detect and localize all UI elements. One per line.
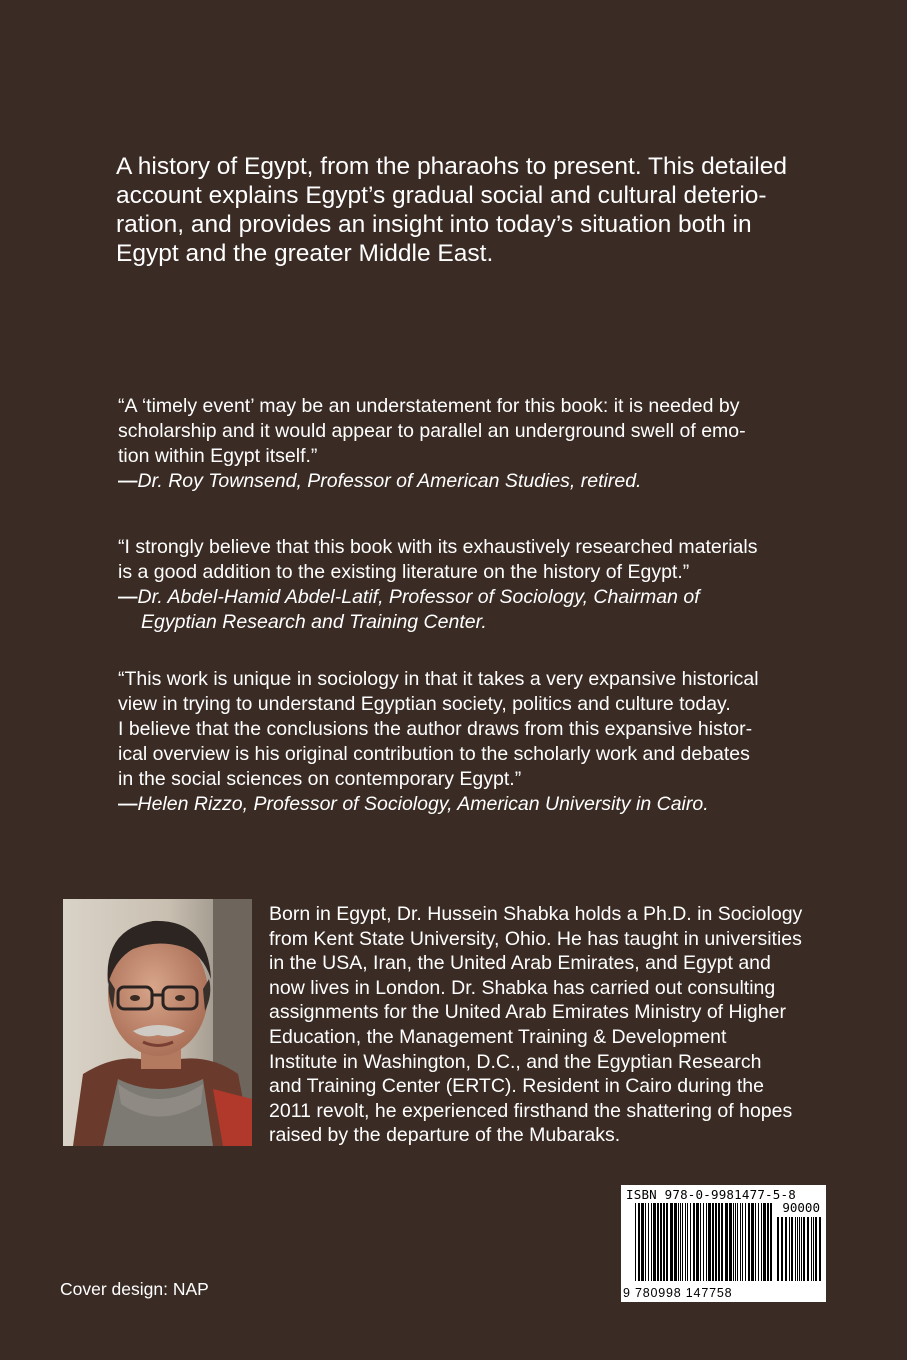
barcode-bar	[635, 1203, 636, 1281]
barcode-bar	[696, 1203, 699, 1281]
description-line: account explains Egypt’s gradual social and cultural deterio-	[116, 182, 767, 209]
barcode-bar	[712, 1203, 714, 1281]
quote-line: tion within Egypt itself.”	[118, 445, 318, 467]
addon-bar	[781, 1217, 783, 1281]
barcode-bar	[742, 1203, 743, 1281]
addon-bar	[777, 1217, 779, 1281]
review-quote-rizzo	[118, 667, 798, 817]
barcode-bar	[767, 1203, 769, 1281]
bio-line: from Kent State University, Ohio. He has taught in universities	[269, 927, 802, 950]
quote-line: scholarship and it would appear to parallel an underground swell of emo-	[118, 420, 746, 442]
bio-line: 2011 revolt, he experienced firsthand the shattering of hopes	[269, 1099, 793, 1122]
barcode-bar	[690, 1203, 691, 1281]
barcode-bar	[740, 1203, 741, 1281]
quote-attribution: —Helen Rizzo, Professor of Sociology, American University in Cairo.	[118, 793, 709, 815]
barcode-bar	[761, 1203, 762, 1281]
barcode-bar	[708, 1203, 711, 1281]
addon-bar	[801, 1217, 802, 1281]
author-bio	[269, 902, 869, 1148]
barcode-bar	[729, 1203, 732, 1281]
quote-line: “I strongly believe that this book with its exhaustively researched materials	[118, 536, 758, 558]
description-line: A history of Egypt, from the pharaohs to present. This detailed	[116, 153, 787, 180]
addon-bar	[795, 1217, 796, 1281]
barcode-bar	[663, 1203, 665, 1281]
addon-bar	[807, 1217, 809, 1281]
description-line: Egypt and the greater Middle East.	[116, 240, 494, 267]
barcode-bar	[718, 1203, 720, 1281]
barcode-bar	[680, 1203, 681, 1281]
barcode-bar	[715, 1203, 717, 1281]
barcode-bar	[770, 1203, 772, 1281]
review-quote-abdel-latif	[118, 535, 798, 635]
barcode-bar	[674, 1203, 677, 1281]
addon-bar	[813, 1217, 814, 1281]
barcode-bar	[725, 1203, 728, 1281]
quote-line: “A ‘timely event’ may be an understatement for this book: it is needed by	[118, 395, 740, 417]
barcode-bar	[737, 1203, 738, 1281]
barcode-bar	[660, 1203, 662, 1281]
author-photo	[63, 899, 252, 1146]
barcode-bar	[751, 1203, 754, 1281]
barcode-bar	[638, 1203, 640, 1281]
barcode-bar	[706, 1203, 707, 1281]
addon-bar	[815, 1217, 817, 1281]
barcode-bar	[685, 1203, 686, 1281]
barcode-bar	[678, 1203, 679, 1281]
bio-line: and Training Center (ERTC). Resident in Cairo during the	[269, 1075, 764, 1098]
barcode-bar	[670, 1203, 673, 1281]
addon-bar	[791, 1217, 793, 1281]
addon-bar	[803, 1217, 805, 1281]
quote-line: “This work is unique in sociology in that it takes a very expansive historical	[118, 668, 759, 690]
barcode-bar	[641, 1203, 644, 1281]
barcode-bar	[733, 1203, 734, 1281]
quote-line: in the social sciences on contemporary Egypt.”	[118, 768, 522, 790]
barcode-bar	[653, 1203, 656, 1281]
bio-line: raised by the departure of the Mubaraks.	[269, 1124, 621, 1147]
review-quote-townsend	[118, 394, 798, 494]
quote-line: I believe that the conclusions the author draws from this expansive histor-	[118, 718, 753, 740]
bio-line: Born in Egypt, Dr. Hussein Shabka holds a Ph.D. in Sociology	[269, 903, 803, 925]
barcode-bar	[687, 1203, 688, 1281]
barcode-bar	[735, 1203, 736, 1281]
barcode-bar	[763, 1203, 766, 1281]
addon-bar	[819, 1217, 821, 1281]
barcode-bar	[745, 1203, 746, 1281]
barcode-bar	[758, 1203, 759, 1281]
barcode-bar	[648, 1203, 649, 1281]
bio-line: Institute in Washington, D.C., and the Egyptian Research	[269, 1050, 762, 1073]
barcode-bar	[666, 1203, 668, 1281]
barcode-bar	[645, 1203, 646, 1281]
bio-line: Education, the Management Training & Development	[269, 1025, 727, 1048]
barcode-bar	[721, 1203, 723, 1281]
addon-bar	[797, 1217, 798, 1281]
isbn-barcode	[621, 1185, 826, 1302]
barcode-bar	[657, 1203, 659, 1281]
description-line: ration, and provides an insight into today’s situation both in	[116, 211, 752, 238]
addon-bar	[789, 1217, 790, 1281]
addon-bar	[811, 1217, 812, 1281]
quote-line: view in trying to understand Egyptian society, politics and culture today.	[118, 693, 731, 715]
barcode-bar	[682, 1203, 683, 1281]
quote-line: ical overview is his original contribution to the scholarly work and debates	[118, 743, 750, 765]
bio-line: now lives in London. Dr. Shabka has carried out consulting	[269, 976, 776, 999]
isbn-label: ISBN 978-0-9981477-5-8	[626, 1187, 796, 1202]
barcode-bar	[748, 1203, 750, 1281]
barcode-bar	[755, 1203, 756, 1281]
bio-line: assignments for the United Arab Emirates Ministry of Higher	[269, 1001, 786, 1024]
barcode-bar	[651, 1203, 652, 1281]
barcode-bar	[703, 1203, 704, 1281]
bio-line: in the USA, Iran, the United Arab Emirates, and Egypt and	[269, 952, 771, 975]
quote-attribution: —Dr. Roy Townsend, Professor of American Studies, retired.	[118, 470, 642, 492]
price-addon: 90000	[782, 1200, 820, 1215]
addon-bar	[785, 1217, 787, 1281]
barcode-bar	[700, 1203, 701, 1281]
quote-line: is a good addition to the existing literature on the history of Egypt.”	[118, 561, 690, 583]
quote-attribution: —Dr. Abdel-Hamid Abdel-Latif, Professor of Sociology, Chairman of Egyptian Research and Training Center.	[118, 586, 700, 633]
cover-credit: Cover design: NAP	[60, 1279, 209, 1299]
barcode-bar	[693, 1203, 695, 1281]
ean-digits: 9 780998 147758	[623, 1286, 733, 1300]
addon-bar	[799, 1217, 800, 1281]
book-description	[116, 152, 816, 268]
